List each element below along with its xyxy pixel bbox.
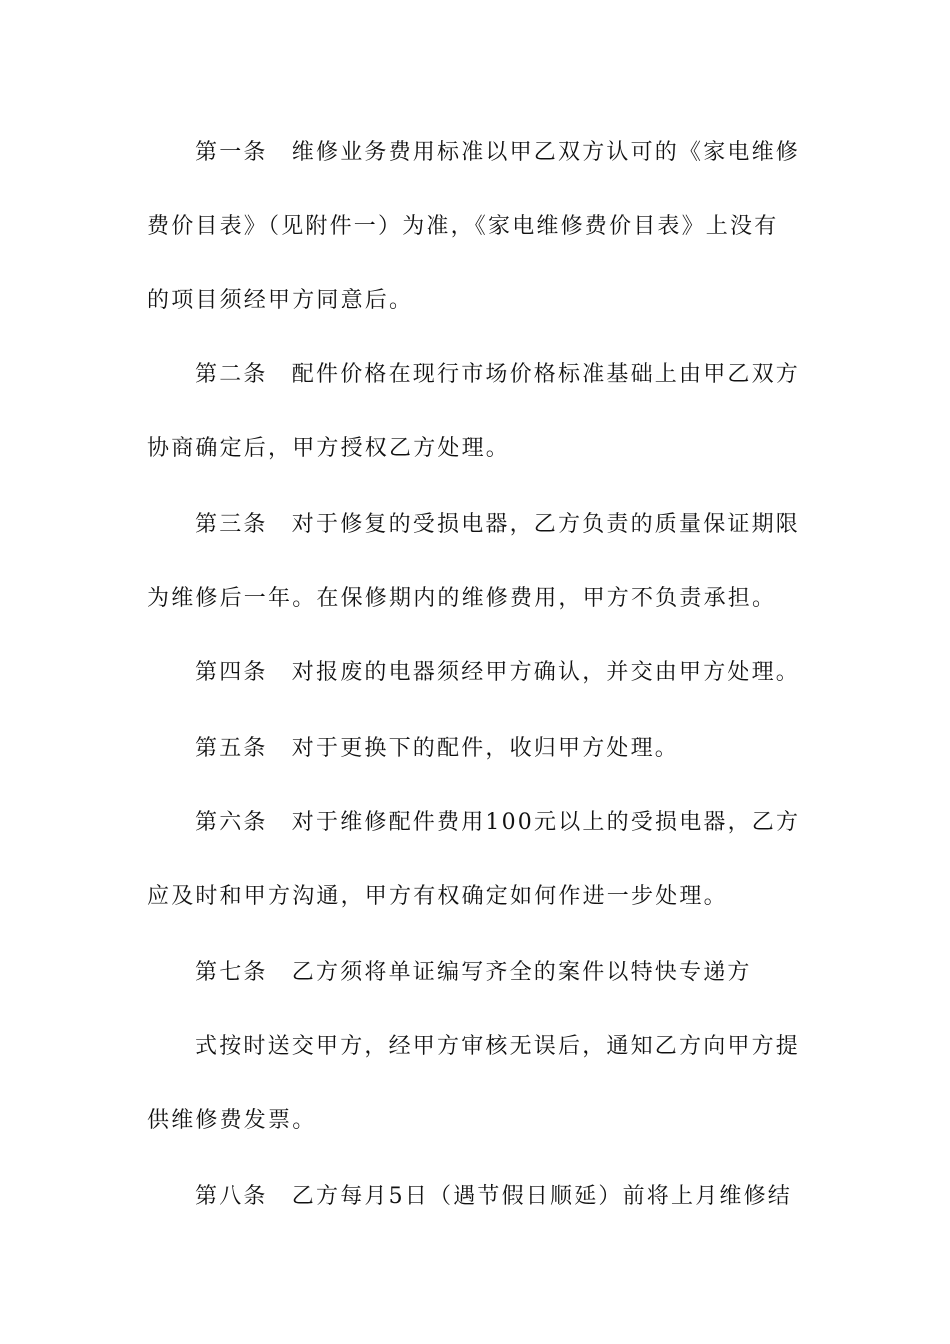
article-3-line-2: 为维修后一年。在保修期内的维修费用，甲方不负责承担。 bbox=[147, 586, 777, 611]
article-8-line-1: 第八条 乙方每月5日（遇节假日顺延）前将上月维修结 bbox=[195, 1184, 792, 1209]
article-7-line-1: 第七条 乙方须将单证编写齐全的案件以特快专递方 bbox=[195, 960, 752, 985]
article-5-line-1: 第五条 对于更换下的配件，收归甲方处理。 bbox=[195, 736, 680, 761]
article-2-line-1: 第二条 配件价格在现行市场价格标准基础上由甲乙双方 bbox=[195, 362, 801, 387]
article-1-line-3: 的项目须经甲方同意后。 bbox=[147, 288, 414, 313]
article-7-line-3: 供维修费发票。 bbox=[147, 1108, 317, 1133]
article-7-line-2: 式按时送交甲方，经甲方审核无误后，通知乙方向甲方提 bbox=[195, 1034, 801, 1059]
article-1-line-2: 费价目表》（见附件一）为准，《家电维修费价目表》上没有 bbox=[147, 214, 779, 239]
article-2-line-2: 协商确定后，甲方授权乙方处理。 bbox=[147, 436, 511, 461]
article-6-line-1: 第六条 对于维修配件费用100元以上的受损电器，乙方 bbox=[195, 810, 801, 835]
article-6-line-2: 应及时和甲方沟通，甲方有权确定如何作进一步处理。 bbox=[147, 884, 728, 909]
article-3-line-1: 第三条 对于修复的受损电器，乙方负责的质量保证期限 bbox=[195, 512, 801, 537]
article-1-line-1: 第一条 维修业务费用标准以甲乙双方认可的《家电维修 bbox=[195, 140, 801, 165]
article-4-line-1: 第四条 对报废的电器须经甲方确认，并交由甲方处理。 bbox=[195, 660, 801, 685]
